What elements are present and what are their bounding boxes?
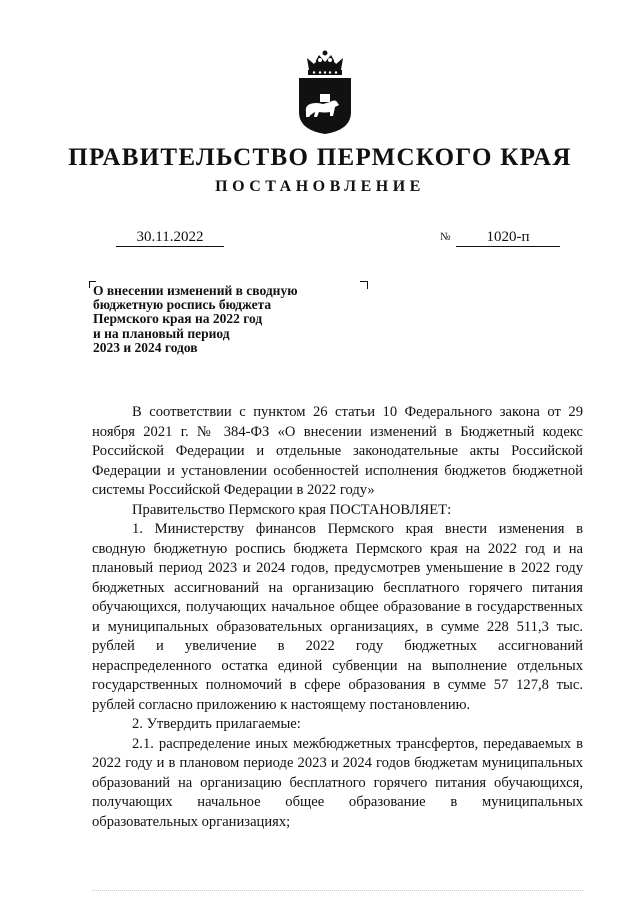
document-subject xyxy=(93,284,353,355)
coat-of-arms-icon xyxy=(297,50,353,134)
document-date: 30.11.2022 xyxy=(116,228,224,247)
document-body xyxy=(92,403,583,832)
government-title: ПРАВИТЕЛЬСТВО ПЕРМСКОГО КРАЯ xyxy=(68,144,572,171)
body-paragraph: Правительство Пермского края ПОСТАНОВЛЯЕТ: xyxy=(132,501,452,518)
subject-corner-mark-right xyxy=(360,281,368,289)
subject-line: и на плановый период xyxy=(93,325,230,341)
subject-line: 2023 и 2024 годов xyxy=(93,339,198,355)
subject-line: Пермского края на 2022 год xyxy=(93,311,263,327)
body-paragraph: 2. Утвердить прилагаемые: xyxy=(132,716,301,732)
body-paragraph: 2.1. распределение иных межбюджетных трансфертов, передаваемых в 2022 году и в плановом периоде 2023 и 2024 годов бюджетам муниципальных образований на организацию бесплатного горячего питания обучающихся, получающих начальное общее образование в муниципальных образовательных организациях; xyxy=(92,735,583,830)
subject-line: бюджетную роспись бюджета xyxy=(93,297,272,313)
book-icon xyxy=(320,94,330,102)
number-sign: № xyxy=(440,231,451,243)
body-paragraph: 1. Министерству финансов Пермского края внести изменения в сводную бюджетную роспись бюджета Пермского края на 2022 год и на плановый период 2023 и 2024 годов, предусмотрев уменьшение в 2022 году бюджетных ассигнований на организацию бесплатного горячего питания обучающихся, получающих начальное общее образование в государственных и муниципальных образовательных организациях, в сумме 228 511,3 тыс. рублей и увеличение в 2022 году бюджетных ассигнований нераспределенного остатка единой субвенции на выполнение отдельных государственных полномочий в сфере образования в сумме 57 127,8 тыс. рублей согласно приложению к настоящему постановлению. xyxy=(92,521,583,713)
crown-icon xyxy=(307,51,343,76)
body-paragraph: В соответствии с пунктом 26 статьи 10 Федерального закона от 29 ноября 2021 г. № 384-ФЗ «О внесении изменений в Бюджетный кодекс Российской Федерации и отдельные законодательные акты Российской Федерации и установлении особенностей исполнения бюджетов бюджетной системы Российской Федерации в 2022 году» xyxy=(92,404,583,498)
document-number: 1020-п xyxy=(456,228,560,247)
electronic-signature-line xyxy=(92,890,583,891)
subject-line: О внесении изменений в сводную xyxy=(93,283,298,298)
document-type: ПОСТАНОВЛЕНИЕ xyxy=(215,178,425,195)
